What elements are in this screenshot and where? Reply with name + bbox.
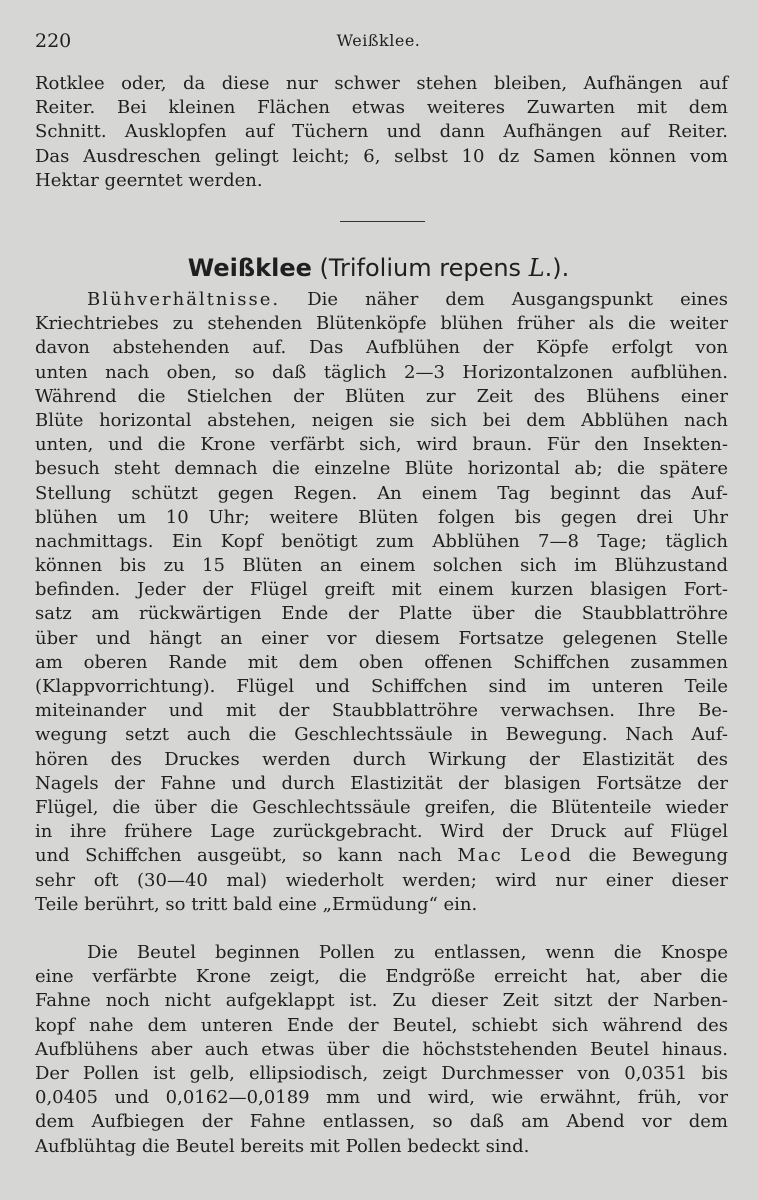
title-latin: (Trifolium repens [319, 254, 529, 282]
text-line: Während die Stielchen der Blüten zur Zeit des Blühens einer [35, 385, 728, 407]
text-segment: die Bewegung [588, 845, 728, 867]
text-line: am oberen Rande mit dem oben offenen Schiffchen zusammen [35, 651, 728, 673]
text-line [35, 288, 728, 312]
text-line: davon abstehenden auf. Das Aufblühen der Köpfe erfolgt von [35, 337, 728, 359]
text-line: dem Aufbiegen der Fahne entlassen, so daß am Abend vor dem [35, 1111, 728, 1133]
body-paragraph-1 [35, 288, 728, 917]
text-line: besuch steht demnach die einzelne Blüte horizontal ab; die spätere [35, 458, 728, 480]
body-paragraph-2 [35, 941, 728, 1159]
page-number: 220 [35, 30, 72, 52]
text-line: Aufblühtag die Beutel bereits mit Pollen bedeckt sind. [35, 1135, 530, 1157]
text-line: Stellung schützt gegen Regen. An einem Tag beginnt das Auf- [35, 482, 728, 504]
text-line: eine verfärbte Krone zeigt, die Endgröße erreicht hat, aber die [35, 966, 728, 988]
text-line: wegung setzt auch die Geschlechtssäule in Bewegung. Nach Auf- [35, 724, 728, 746]
section-divider [340, 221, 425, 222]
title-main: Weißklee [187, 254, 312, 282]
text-line: können bis zu 15 Blüten an einem solchen sich im Blühzustand [35, 555, 728, 577]
lead-rest: Die näher dem Ausgangspunkt eines [307, 289, 728, 310]
text-line: befinden. Jeder der Flügel greift mit einem kurzen blasigen Fort- [35, 579, 728, 601]
text-line: satz am rückwärtigen Ende der Platte über die Staubblattröhre [35, 603, 728, 625]
text-line: Schnitt. Ausklopfen auf Tüchern und dann Aufhängen auf Reiter. [35, 121, 728, 143]
title-latin-end: .). [544, 254, 570, 282]
text-line: Rotklee oder, da diese nur schwer stehen bleiben, Aufhängen auf [35, 73, 728, 94]
text-line: nachmittags. Ein Kopf benötigt zum Abblühen 7—8 Tage; täglich [35, 530, 728, 552]
text-line: kopf nahe dem unteren Ende der Beutel, schiebt sich während des [35, 1014, 728, 1036]
text-line: sehr oft (30—40 mal) wiederholt werden; wird nur einer dieser [35, 869, 728, 891]
lead-heading: Blühverhältnisse. [87, 289, 281, 310]
text-line: Das Ausdreschen gelingt leicht; 6, selbst 10 dz Samen können vom [35, 145, 728, 167]
text-line: Der Pollen ist gelb, ellipsiodisch, zeigt Durchmesser von 0,0351 bis [35, 1062, 728, 1084]
text-line: hören des Druckes werden durch Wirkung der Elastizität des [35, 748, 728, 770]
text-line: Blüte horizontal abstehen, neigen sie sich bei dem Abblühen nach [35, 409, 728, 431]
text-line: unten nach oben, so daß täglich 2—3 Horizontalzonen aufblühen. [35, 361, 728, 383]
text-line: 0,0405 und 0,0162—0,0189 mm und wird, wie erwähnt, früh, vor [35, 1087, 728, 1109]
page-header [0, 30, 757, 56]
text-line: Reiter. Bei kleinen Flächen etwas weiteres Zuwarten mit dem [35, 97, 728, 119]
section-title [0, 254, 757, 282]
text-line: (Klappvorrichtung). Flügel und Schiffchen sind im unteren Teile [35, 676, 728, 697]
text-line: Hektar geerntet werden. [35, 169, 263, 191]
text-line: miteinander und mit der Staubblattröhre verwachsen. Ihre Be- [35, 700, 728, 722]
text-line [35, 844, 728, 868]
intro-paragraph [35, 72, 728, 193]
text-segment: und Schiffchen ausgeübt, so kann nach [35, 845, 442, 867]
running-title: Weißklee. [336, 31, 421, 50]
text-line: Fahne noch nicht aufgeklappt ist. Zu dieser Zeit sitzt der Narben- [35, 990, 728, 1012]
text-line: unten, und die Krone verfärbt sich, wird braun. Für den Insekten- [35, 434, 728, 456]
text-line: Kriechtriebes zu stehenden Blütenköpfe blühen früher als die weiter [35, 313, 728, 335]
text-line: Aufblühens aber auch etwas über die höchststehenden Beutel hinaus. [35, 1038, 728, 1060]
text-line: Die Beutel beginnen Pollen zu entlassen, wenn die Knospe [87, 942, 728, 963]
text-line: Flügel, die über die Geschlechtssäule greifen, die Blütenteile wieder [35, 796, 728, 818]
text-line: Teile berührt, so tritt bald eine „Ermüdung“ ein. [35, 893, 478, 915]
text-line: über und hängt an einer vor diesem Fortsatze gelegenen Stelle [35, 627, 728, 649]
text-line: in ihre frühere Lage zurückgebracht. Wird der Druck auf Flügel [35, 821, 728, 843]
text-line: blühen um 10 Uhr; weitere Blüten folgen bis gegen drei Uhr [35, 506, 728, 528]
title-author: L [528, 254, 545, 282]
author-name: Mac Leod [457, 845, 574, 867]
text-line: Nagels der Fahne und durch Elastizität der blasigen Fortsätze der [35, 772, 728, 794]
